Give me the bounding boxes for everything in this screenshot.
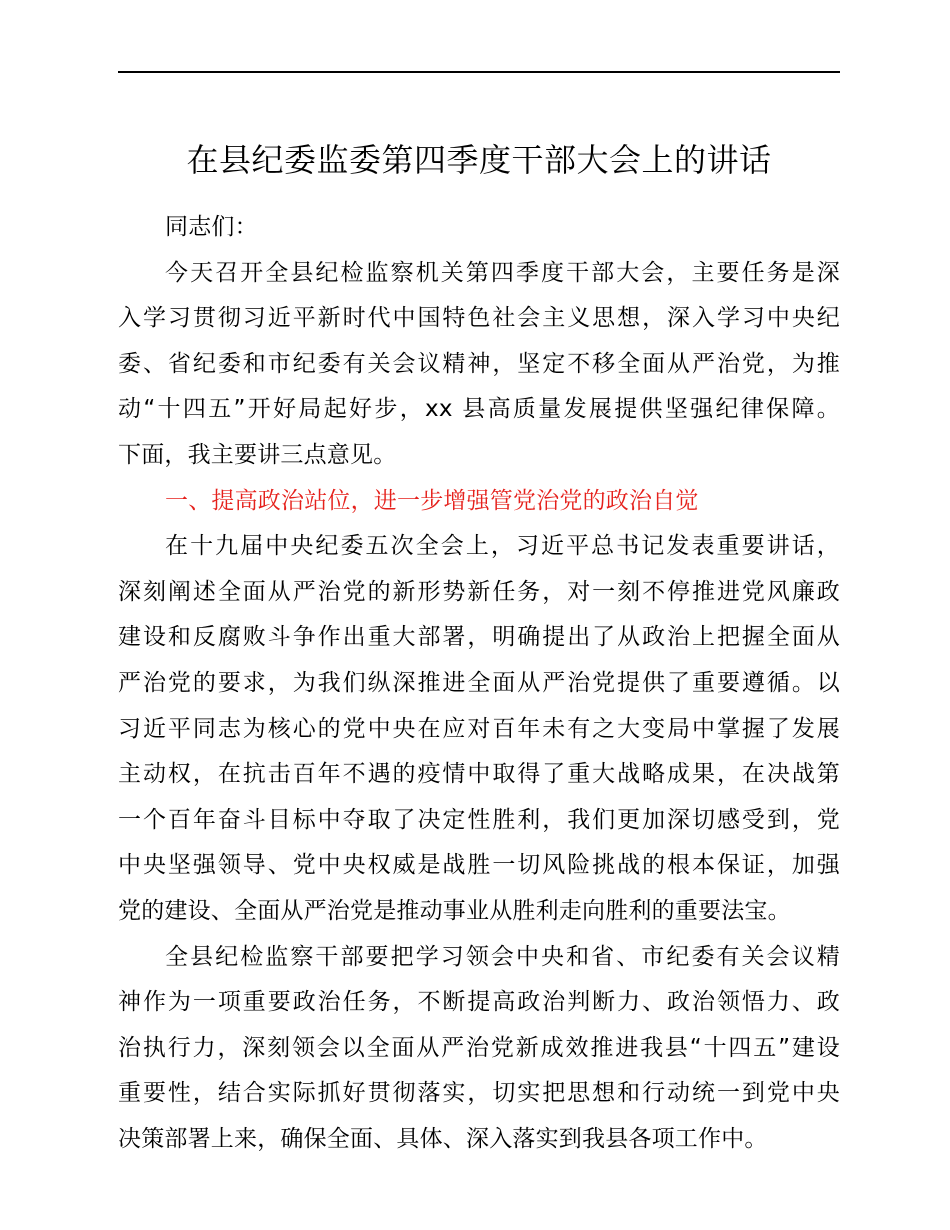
intro-line: 今天召开全县纪检监察机关第四季度干部大会，主要任务是深 [165, 259, 840, 286]
intro-line: 入学习贯彻习近平新时代中国特色社会主义思想，深入学习中央纪 [118, 305, 840, 332]
paragraph-line: 在十九届中央纪委五次全会上，习近平总书记发表重要讲话， [165, 533, 840, 560]
header-rule [118, 71, 840, 73]
paragraph-line: 决策部署上来，确保全面、具体、深入落实到我县各项工作中。 [118, 1125, 768, 1152]
intro-line: 下面，我主要讲三点意见。 [118, 441, 397, 468]
paragraph-line: 主动权，在抗击百年不遇的疫情中取得了重大战略成果，在决战第 [118, 761, 840, 788]
intro-line: 动“十四五”开好局起好步，xx 县高质量发展提供坚强纪律保障。 [118, 396, 840, 423]
paragraph-line: 严治党的要求，为我们纵深推进全面从严治党提供了重要遵循。以 [118, 669, 840, 696]
document-title: 在县纪委监委第四季度干部大会上的讲话 [186, 141, 772, 179]
paragraph-line: 中央坚强领导、党中央权威是战胜一切风险挑战的根本保证，加强 [118, 852, 840, 879]
salutation: 同志们： [165, 214, 258, 240]
section-heading: 一、提高政治站位，进一步增强管党治党的政治自觉 [165, 487, 699, 514]
document-body [118, 205, 840, 1162]
paragraph-line: 全县纪检监察干部要把学习领会中央和省、市纪委有关会议精 [165, 943, 840, 970]
paragraph-line: 治执行力，深刻领会以全面从严治党新成效推进我县“十四五”建设 [118, 1034, 840, 1061]
paragraph-line: 重要性，结合实际抓好贯彻落实，切实把思想和行动统一到党中央 [118, 1080, 840, 1107]
paragraph-line: 习近平同志为核心的党中央在应对百年未有之大变局中掌握了发展 [118, 715, 840, 742]
paragraph-line: 神作为一项重要政治任务，不断提高政治判断力、政治领悟力、政 [118, 989, 840, 1016]
intro-line: 委、省纪委和市纪委有关会议精神，坚定不移全面从严治党，为推 [118, 350, 840, 377]
paragraph-line: 建设和反腐败斗争作出重大部署，明确提出了从政治上把握全面从 [118, 624, 840, 651]
paragraph-line: 深刻阐述全面从严治党的新形势新任务，对一刻不停推进党风廉政 [118, 578, 840, 605]
paragraph-line: 一个百年奋斗目标中夺取了决定性胜利，我们更加深切感受到，党 [118, 806, 840, 833]
paragraph-line: 党的建设、全面从严治党是推动事业从胜利走向胜利的重要法宝。 [118, 897, 791, 924]
